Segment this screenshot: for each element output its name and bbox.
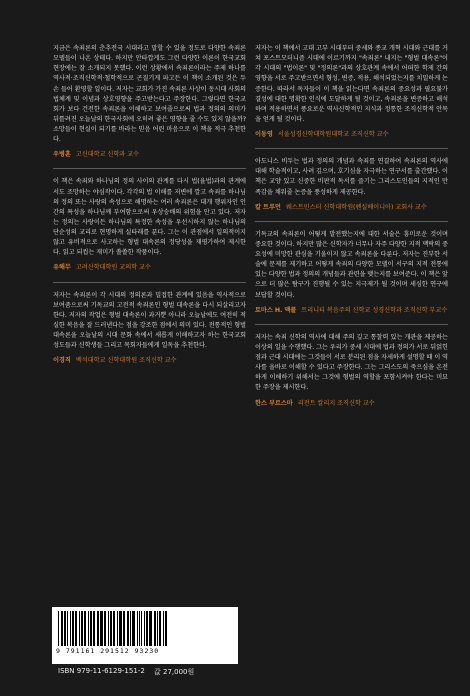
endorser-name: 칼 트루먼: [255, 203, 281, 211]
right-endorsements-column: [255, 44, 448, 417]
barcode-bars: [58, 611, 232, 646]
endorsement-text: 저자는 이 책에서 고대 고부 시대부터 중세와 종교 개혁 시대와 근대를 거쳐 포스트모더니즘 시대에 이르기까지 "속죄론" 내지는 "형벌 대속론"이 각 시대의 "법이론" 및 "정의론"과의 상호관계 속에서 어떠한 학제 간의 영향을 서로 주고받으면서 형성, 변증, 적용, 해석되었는지를 치밀하게 논증한다. 따라서 독자들이 이 책을 읽는다면 속죄론의 중요성과 필요불가결성에 대한 명확한 인식에 도달하게 될 것이고, 속죄론을 변증하고 해석하며 적용하면서 풍요로운 역사신학적인 지식과 정통한 조직신학적 안목을 얻게 될 것이다.: [255, 45, 448, 123]
barcode-bar: [90, 611, 92, 646]
barcode-bar: [130, 611, 131, 646]
endorser-affiliation: 고려신학대학원 교의학 교수: [75, 264, 151, 272]
divider: [255, 148, 448, 149]
endorser-affiliation: 리전트 칼리지 조직신학 교수: [297, 399, 375, 407]
barcode-bar: [79, 611, 80, 646]
barcode-bar: [104, 611, 106, 646]
endorser-name: 토마스 H. 맥콜: [255, 306, 297, 314]
barcode-bar: [97, 611, 99, 646]
endorsement-signature: [255, 130, 448, 140]
barcode-bar: [149, 611, 152, 646]
endorsement-signature: [255, 306, 448, 316]
endorser-affiliation: 웨스트민스터 신학대학원(펜실베이니아) 교회사 교수: [285, 203, 427, 211]
barcode: [52, 607, 238, 664]
barcode-bar: [108, 611, 109, 646]
left-endorsements-column: [53, 44, 246, 374]
endorsement: [255, 230, 448, 316]
barcode-bar: [72, 611, 74, 646]
barcode-bar: [154, 611, 156, 646]
endorsement-text: 이 책은 속죄와 하나님의 정의 사이의 관계를 다시 법(율법)과의 관계에서도 조망하는 야심작이다. 각각의 법 이해를 저변에 깔고 속죄를 하나님의 정의 또는 사랑의 속성으로 해명하는 여러 속죄론은 대개 행위자인 인간의 특성을 하나님께 부여함으로써 우상숭배의 위험을 안고 있다. 저자는 정의는 사랑이든 하나님의 특정한 속성을 우선시하지 않는 하나님의 단순성의 교리로 현명하게 실타래를 푼다. 그는 이 관점에서 일의적이지 않고 유비적으로 사고하는 형벌 대속론의 정당성을 재평가하여 제시한다. 읽고 되씹는 재미가 쏠쏠한 작품이다.: [53, 178, 246, 257]
barcode-bar: [137, 611, 138, 646]
endorsement: [53, 177, 246, 273]
barcode-bar: [58, 611, 59, 646]
barcode-bar: [159, 611, 161, 646]
endorser-name: 이동영: [255, 131, 273, 138]
barcode-bar: [64, 611, 66, 646]
barcode-bar: [132, 611, 135, 646]
endorsement-signature: [255, 203, 448, 213]
barcode-bar: [113, 611, 115, 646]
endorsement-text: 기독교의 속죄론이 어떻게 발전했는지에 대한 서술은 흥미로운 것이며 중요한 것이다. 하지만 많은 신학자가 너무나 자주 다양한 지적 맥락의 중요성에 미망한 관심을 기울이지 않고 속죄론을 다룬다. 저자는 진부한 서술에 문제를 제기하고 어떻게 속죄의 다양한 모델이 서구의 지적 전통에 있는 다양한 법과 정의의 개념들과 관련을 맺는지를 보여준다. 이 책은 앞으로 더 많은 탐구가 진행될 수 있는 지극제가 될 것이며 세심한 연구에 보답할 것이다.: [255, 230, 448, 299]
barcode-bar: [67, 611, 68, 646]
endorser-name: 우병훈: [53, 151, 71, 159]
endorsement-signature: [255, 399, 448, 409]
endorser-name: 이경직: [53, 357, 71, 365]
barcode-bar: [61, 611, 63, 646]
endorsement: [255, 333, 448, 409]
endorsement: [255, 44, 448, 140]
divider: [53, 282, 246, 283]
barcode-bar: [141, 611, 142, 646]
barcode-bar: [81, 611, 83, 646]
barcode-bar: [110, 611, 112, 646]
endorser-affiliation: 서울성경신학대학원대학교 조직신학 교수: [277, 131, 389, 138]
endorser-name: 유해무: [53, 264, 71, 272]
endorser-affiliation: 트리니티 복음주의 신학교 성경신학과 조직신학 부교수: [301, 306, 448, 314]
barcode-digits: 9 791161 291512 93230: [56, 647, 160, 655]
barcode-bar: [119, 611, 122, 646]
divider: [255, 324, 448, 325]
endorsement-text: 저자는 속죄론이 각 시대의 정의론과 밀접한 관계에 있음을 역사적으로 보여줌으로써 기독교의 고전적 속죄론인 형벌 대속론을 다시 되살리고자 한다. 저자의 작업은 형벌 대속론이 과거뿐 아니라 오늘날에도 여전히 적실한 복음을 잘 드러낸다는 점을 강조한 점에서 의미 있다. 전통적인 형벌 대속론을 오늘날의 시대 문화 속에서 새롭게 이해하고자 하는 한국교회 성도들과 신학생들 그리고 목회자들에게 일독을 추천한다.: [53, 291, 246, 350]
barcode-bar: [139, 611, 140, 646]
barcode-bar: [84, 611, 86, 646]
divider: [53, 168, 246, 169]
isbn-label: ISBN 979-11-6129-151-2: [58, 667, 145, 675]
endorser-affiliation: 고신대학교 신학과 교수: [75, 151, 139, 159]
barcode-bar: [123, 611, 125, 646]
barcode-bar: [93, 611, 95, 646]
endorsement-text: 아도니스 비두는 법과 정의의 개념과 속죄를 연결하여 속죄론의 역사에 대해 학술적이고, 사려 깊으며, 호기심을 자극하는 연구서를 출간했다. 이 책은 교양 있고 신중한 비판적 독서를 즐기는 그리스도인들의 지적인 만족감을 채워줄 논증을 풍성하게 제공한다.: [255, 158, 448, 196]
barcode-bar: [70, 611, 71, 646]
price-label: 값 27,000원: [154, 668, 195, 676]
barcode-bar: [163, 611, 164, 646]
endorser-affiliation: 백석대학교 신학대학원 조직신학 교수: [75, 357, 177, 365]
divider: [255, 221, 448, 222]
endorsement-signature: [53, 263, 246, 273]
barcode-bar: [146, 611, 148, 646]
barcode-bar: [100, 611, 103, 646]
barcode-bar: [144, 611, 145, 646]
endorsement-text: 지금은 속죄론의 춘추전국 시대라고 말할 수 있을 정도로 다양한 속죄론 모델들이 나온 상태다. 하지만 안타깝게도 그런 다양한 이론이 한국교회 현장에는 잘 소개되지 못했다. 이런 상황에서 속죄론이라는 주제 하나를 역사적·조직신학적·철학적으로 곤질기게 파고든 이 책이 소개된 것은 두 손 들어 환영할 일이다. 저자는 교회가 가진 속죄론 사상이 동시대 사회의 법체계 및 이념과 상호영향을 주고받는다고 주장한다. 그렇다면 한국교회가 보다 건전한 속죄론을 이해하고 보여줄으로써 법과 정의의 의미가 뒤틀려진 오늘날의 한국사회에 오히려 좋은 영향을 줄 수도 있지 않을까? 소망들이 현실이 되기를 바라는 믿음 어린 마음으로 이 책을 적극 추천한다.: [53, 45, 246, 144]
endorsement: [255, 157, 448, 213]
barcode-bar: [75, 611, 77, 646]
barcode-bar: [117, 611, 118, 646]
barcode-bar: [127, 611, 129, 646]
endorser-name: 한스 부르스마: [255, 399, 293, 407]
barcode-bar: [157, 611, 158, 646]
barcode-bar: [165, 611, 167, 646]
endorsement: [53, 44, 246, 160]
endorsement-signature: [53, 150, 246, 160]
endorsement-text: 저자는 속죄 신학의 역사에 대해 주의 깊고 통찰력 있는 개관을 제공하는 이상의 일을 수행했다. 그는 우리가 중세 시대에 법과 정의가 서로 뒤얽힌 점과 근대 시대에는 그것들이 서로 분리된 점을 자세하게 설명할 때 이 역사를 올바로 이해할 수 있다고 주장한다. 그는 그리스도의 죽으심을 온전하게 이해하기 위해서는 그것에 형벌의 역할을 포함시켜야 한다는 미묘한 주장을 제시한다.: [255, 333, 448, 392]
barcode-bar: [88, 611, 89, 646]
endorsement: [53, 291, 246, 367]
endorsement-signature: [53, 356, 246, 366]
